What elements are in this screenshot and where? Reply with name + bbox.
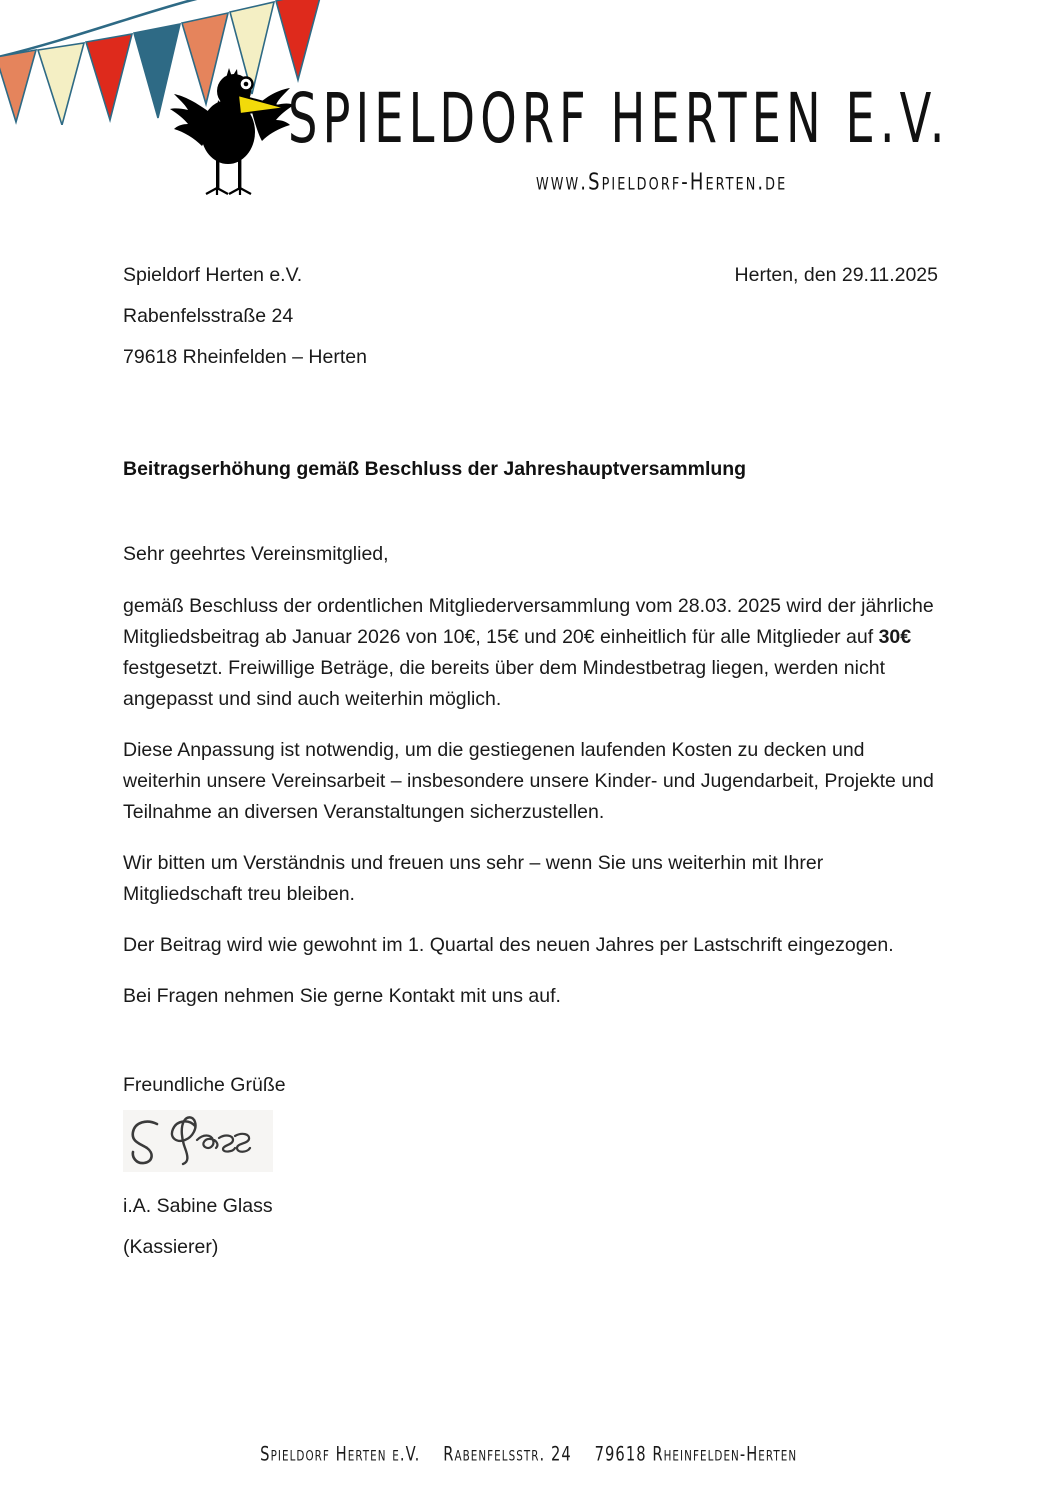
sender-line-2-row bbox=[123, 305, 938, 346]
body-paragraph-4: Der Beitrag wird wie gewohnt im 1. Quartal des neuen Jahres per Lastschrift eingezogen. bbox=[123, 934, 894, 956]
body-paragraph-1-amount: 30€ bbox=[878, 626, 912, 648]
sender-line-2: Rabenfelsstraße 24 bbox=[123, 305, 294, 327]
body-paragraph-1-text-after: festgesetzt. Freiwillige Beträge, die bereits über dem Mindestbetrag liegen, werden nicht angepasst und sind auch weiterhin möglich. bbox=[123, 657, 885, 710]
sender-line-3-row bbox=[123, 346, 938, 387]
salutation: Sehr geehrtes Vereinsmitglied, bbox=[123, 543, 389, 565]
body-paragraph-3: Wir bitten um Verständnis und freuen uns sehr – wenn Sie uns weiterhin mit Ihrer Mitgliedschaft treu bleiben. bbox=[123, 852, 824, 905]
brand-title: SPIELDORF HERTEN E.V. bbox=[288, 79, 950, 160]
date-line: Herten, den 29.11.2025 bbox=[734, 264, 938, 286]
footer-address-line: Spieldorf Herten e.V. Rabenfelsstr. 24 79618 Rheinfelden-Herten bbox=[260, 1443, 798, 1466]
sender-and-date-row bbox=[123, 264, 938, 305]
subject-line: Beitragserhöhung gemäß Beschluss der Jahreshauptversammlung bbox=[123, 458, 747, 480]
page-footer bbox=[0, 1443, 1058, 1466]
brand-website-url: www.Spieldorf-Herten.de bbox=[536, 168, 788, 195]
signatory-name: i.A. Sabine Glass bbox=[123, 1195, 273, 1217]
body-paragraph-1 bbox=[123, 591, 938, 715]
letterhead bbox=[0, 0, 1058, 215]
body-paragraph-2: Diese Anpassung ist notwendig, um die gestiegenen laufenden Kosten zu decken und weiterhin unsere Vereinsarbeit – insbesondere unsere Kinder- und Jugendarbeit, Projekte und Teilnahme an diversen Veranstaltungen sicherzustellen. bbox=[123, 739, 934, 823]
handwritten-signature-image bbox=[123, 1110, 273, 1172]
sender-line-3: 79618 Rheinfelden – Herten bbox=[123, 346, 367, 368]
letter-content bbox=[123, 264, 938, 1259]
crow-logo-icon bbox=[168, 62, 296, 197]
closing-greeting: Freundliche Grüße bbox=[123, 1074, 286, 1096]
sender-line-1: Spieldorf Herten e.V. bbox=[123, 264, 303, 286]
body-paragraph-5: Bei Fragen nehmen Sie gerne Kontakt mit uns auf. bbox=[123, 985, 561, 1007]
signature-strokes-icon bbox=[123, 1110, 273, 1172]
signatory-role: (Kassierer) bbox=[123, 1236, 219, 1258]
body-paragraph-1-text-before: gemäß Beschluss der ordentlichen Mitgliederversammlung vom 28.03. 2025 wird der jährliche Mitgliedsbeitrag ab Januar 2026 von 10€, 15€ und 20€ einheitlich für alle Mitglieder auf bbox=[123, 595, 934, 648]
